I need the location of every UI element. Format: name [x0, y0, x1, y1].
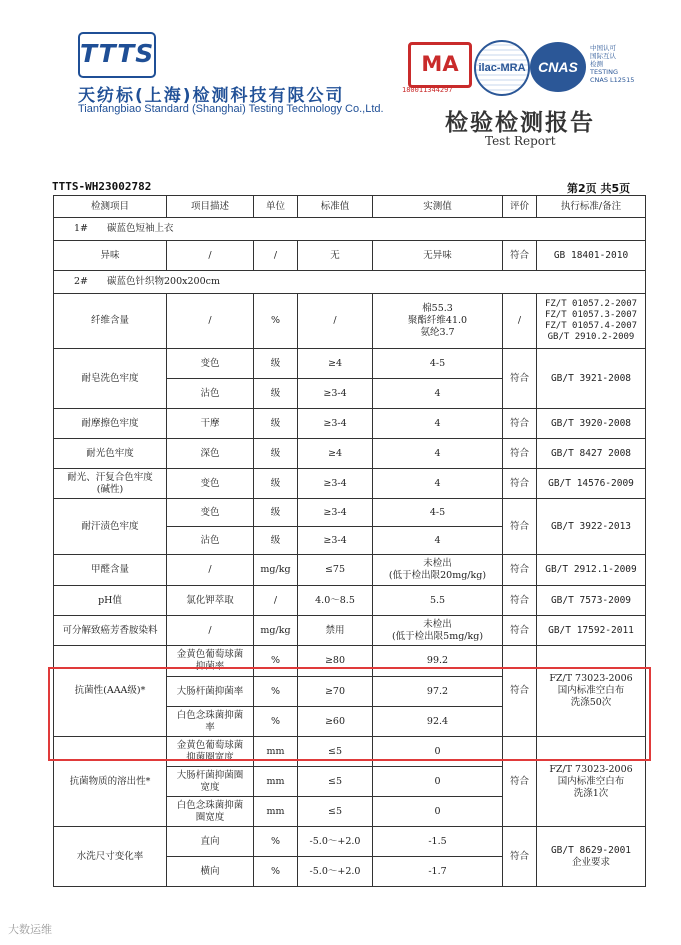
measured-value: 0	[373, 767, 503, 797]
item-desc: 白色念珠菌抑菌 率	[167, 707, 254, 737]
unit: mg/kg	[254, 555, 298, 586]
evaluation: 符合	[503, 409, 537, 439]
measured-value: 99.2	[373, 646, 503, 677]
item-desc: 深色	[167, 439, 254, 469]
cnas-caption: 中国认可 国际互认 检测 TESTING CNAS L12515	[590, 44, 635, 84]
unit: %	[254, 857, 298, 887]
table-row	[54, 409, 646, 439]
standard-value: ≥4	[298, 349, 373, 379]
item-desc: 横向	[167, 857, 254, 887]
report-title-en: Test Report	[485, 134, 556, 148]
evaluation: 符合	[503, 439, 537, 469]
item-desc: 变色	[167, 469, 254, 499]
measured-value: 4	[373, 439, 503, 469]
item-desc: 白色念珠菌抑菌 圈宽度	[167, 797, 254, 827]
measured-value: 4-5	[373, 349, 503, 379]
sample-row	[54, 271, 646, 294]
table-row	[54, 827, 646, 857]
standard-value: ≤5	[298, 737, 373, 767]
table-row	[54, 646, 646, 677]
unit: %	[254, 294, 298, 349]
test-item: 纤维含量	[54, 294, 167, 349]
standard-value: ≥3-4	[298, 409, 373, 439]
standard-ref: GB/T 8629-2001 企业要求	[537, 827, 646, 887]
test-item: 抗菌物质的溶出性*	[54, 737, 167, 827]
test-item: 异味	[54, 241, 167, 271]
measured-value: 97.2	[373, 677, 503, 707]
unit: mm	[254, 767, 298, 797]
measured-value: 0	[373, 797, 503, 827]
unit: /	[254, 241, 298, 271]
measured-value: 4	[373, 409, 503, 439]
evaluation: 符合	[503, 737, 537, 827]
unit: 级	[254, 409, 298, 439]
standard-ref: FZ/T 73023-2006 国内标准空白布 洗涤1次	[537, 737, 646, 827]
test-item: pH值	[54, 586, 167, 616]
cma-seal: MA	[408, 42, 472, 88]
measured-value: 未检出 (低于检出限20mg/kg)	[373, 555, 503, 586]
standard-ref: GB/T 3922-2013	[537, 499, 646, 555]
measured-value: 无异味	[373, 241, 503, 271]
unit: 级	[254, 379, 298, 409]
unit: mm	[254, 797, 298, 827]
measured-value: -1.7	[373, 857, 503, 887]
unit: 级	[254, 469, 298, 499]
page-info: 第2页 共5页	[567, 182, 631, 195]
unit: %	[254, 677, 298, 707]
standard-value: ≤5	[298, 797, 373, 827]
column-header: 标准值	[298, 196, 373, 218]
table-row	[54, 349, 646, 379]
column-header: 检测项目	[54, 196, 167, 218]
standard-value: ≥3-4	[298, 379, 373, 409]
standard-ref: GB 18401-2010	[537, 241, 646, 271]
company-name-cn: 天纺标(上海)检测科技有限公司	[78, 86, 345, 106]
standard-ref: FZ/T 73023-2006 国内标准空白布 洗涤50次	[537, 646, 646, 737]
item-desc: 干摩	[167, 409, 254, 439]
standard-value: ≥3-4	[298, 499, 373, 527]
standard-ref: GB/T 14576-2009	[537, 469, 646, 499]
item-desc: 沾色	[167, 527, 254, 555]
evaluation: 符合	[503, 827, 537, 887]
evaluation: 符合	[503, 241, 537, 271]
cma-number: 180011344297	[402, 86, 453, 94]
measured-value: 4	[373, 379, 503, 409]
measured-value: 4	[373, 469, 503, 499]
table-row	[54, 439, 646, 469]
measured-value: 92.4	[373, 707, 503, 737]
test-item: 耐汗渍色牢度	[54, 499, 167, 555]
standard-value: -5.0～+2.0	[298, 857, 373, 887]
item-desc: 大肠杆菌抑菌率	[167, 677, 254, 707]
unit: 级	[254, 349, 298, 379]
column-header: 项目描述	[167, 196, 254, 218]
unit: mg/kg	[254, 616, 298, 646]
item-desc: /	[167, 294, 254, 349]
unit: 级	[254, 499, 298, 527]
measured-value: 4	[373, 527, 503, 555]
standard-value: ≥3-4	[298, 469, 373, 499]
evaluation: 符合	[503, 499, 537, 555]
standard-value: 禁用	[298, 616, 373, 646]
item-desc: 大肠杆菌抑菌圈 宽度	[167, 767, 254, 797]
test-item: 耐皂洗色牢度	[54, 349, 167, 409]
table-row	[54, 469, 646, 499]
standard-value: ≥80	[298, 646, 373, 677]
standard-value: -5.0～+2.0	[298, 827, 373, 857]
item-desc: 沾色	[167, 379, 254, 409]
table-row	[54, 555, 646, 586]
unit: mm	[254, 737, 298, 767]
item-desc: 金黄色葡萄球菌 抑菌圈宽度	[167, 737, 254, 767]
measured-value: 0	[373, 737, 503, 767]
header-row	[54, 196, 646, 218]
report-title: 检验检测报告	[445, 110, 595, 136]
standard-ref: GB/T 17592-2011	[537, 616, 646, 646]
report-number: TTTS-WH23002782	[52, 180, 152, 193]
ilac-mra-logo: ilac-MRA	[474, 40, 530, 96]
standard-ref: GB/T 3920-2008	[537, 409, 646, 439]
unit: /	[254, 586, 298, 616]
table-row	[54, 737, 646, 767]
test-item: 可分解致癌芳香胺染料	[54, 616, 167, 646]
standard-ref: GB/T 7573-2009	[537, 586, 646, 616]
evaluation: 符合	[503, 586, 537, 616]
evaluation: 符合	[503, 349, 537, 409]
table-row	[54, 294, 646, 349]
item-desc: 变色	[167, 349, 254, 379]
company-name-en: Tianfangbiao Standard (Shanghai) Testing Technology Co.,Ltd.	[78, 103, 384, 115]
test-item: 耐摩擦色牢度	[54, 409, 167, 439]
sample-label: 2# 碳蓝色针织物200x200cm	[54, 271, 646, 294]
company-logo: TTTS	[78, 32, 156, 78]
measured-value: 棉55.3 聚酯纤维41.0 氨纶3.7	[373, 294, 503, 349]
standard-value: ≥3-4	[298, 527, 373, 555]
test-item: 耐光、汗复合色牢度 (碱性)	[54, 469, 167, 499]
item-desc: /	[167, 616, 254, 646]
column-header: 评价	[503, 196, 537, 218]
evaluation: 符合	[503, 469, 537, 499]
cnas-logo: CNAS	[530, 42, 586, 92]
standard-value: ≤5	[298, 767, 373, 797]
standard-value: 无	[298, 241, 373, 271]
item-desc: /	[167, 241, 254, 271]
item-desc: /	[167, 555, 254, 586]
test-item: 抗菌性(AAA级)*	[54, 646, 167, 737]
unit: 级	[254, 439, 298, 469]
item-desc: 氯化钾萃取	[167, 586, 254, 616]
column-header: 执行标准/备注	[537, 196, 646, 218]
standard-value: 4.0～8.5	[298, 586, 373, 616]
measured-value: -1.5	[373, 827, 503, 857]
evaluation: 符合	[503, 646, 537, 737]
measured-value: 未检出 (低于检出限5mg/kg)	[373, 616, 503, 646]
standard-value: ≥60	[298, 707, 373, 737]
table-row	[54, 499, 646, 527]
standard-ref: FZ/T 01057.2-2007 FZ/T 01057.3-2007 FZ/T 01057.4-2007 GB/T 2910.2-2009	[537, 294, 646, 349]
unit: %	[254, 707, 298, 737]
unit: %	[254, 646, 298, 677]
measured-value: 4-5	[373, 499, 503, 527]
evaluation: 符合	[503, 555, 537, 586]
standard-value: ≤75	[298, 555, 373, 586]
standard-value: ≥70	[298, 677, 373, 707]
test-item: 水洗尺寸变化率	[54, 827, 167, 887]
sample-row	[54, 218, 646, 241]
evaluation: 符合	[503, 616, 537, 646]
standard-value: ≥4	[298, 439, 373, 469]
item-desc: 金黄色葡萄球菌 抑菌率	[167, 646, 254, 677]
watermark: 大数运维	[8, 923, 52, 936]
standard-value: /	[298, 294, 373, 349]
table-row	[54, 586, 646, 616]
standard-ref: GB/T 3921-2008	[537, 349, 646, 409]
sample-label: 1# 碳蓝色短袖上衣	[54, 218, 646, 241]
column-header: 实测值	[373, 196, 503, 218]
table-row	[54, 241, 646, 271]
test-item: 耐光色牢度	[54, 439, 167, 469]
measured-value: 5.5	[373, 586, 503, 616]
test-results-table	[53, 195, 646, 887]
evaluation: /	[503, 294, 537, 349]
table-row	[54, 616, 646, 646]
standard-ref: GB/T 8427 2008	[537, 439, 646, 469]
item-desc: 直向	[167, 827, 254, 857]
standard-ref: GB/T 2912.1-2009	[537, 555, 646, 586]
unit: 级	[254, 527, 298, 555]
item-desc: 变色	[167, 499, 254, 527]
test-item: 甲醛含量	[54, 555, 167, 586]
column-header: 单位	[254, 196, 298, 218]
unit: %	[254, 827, 298, 857]
